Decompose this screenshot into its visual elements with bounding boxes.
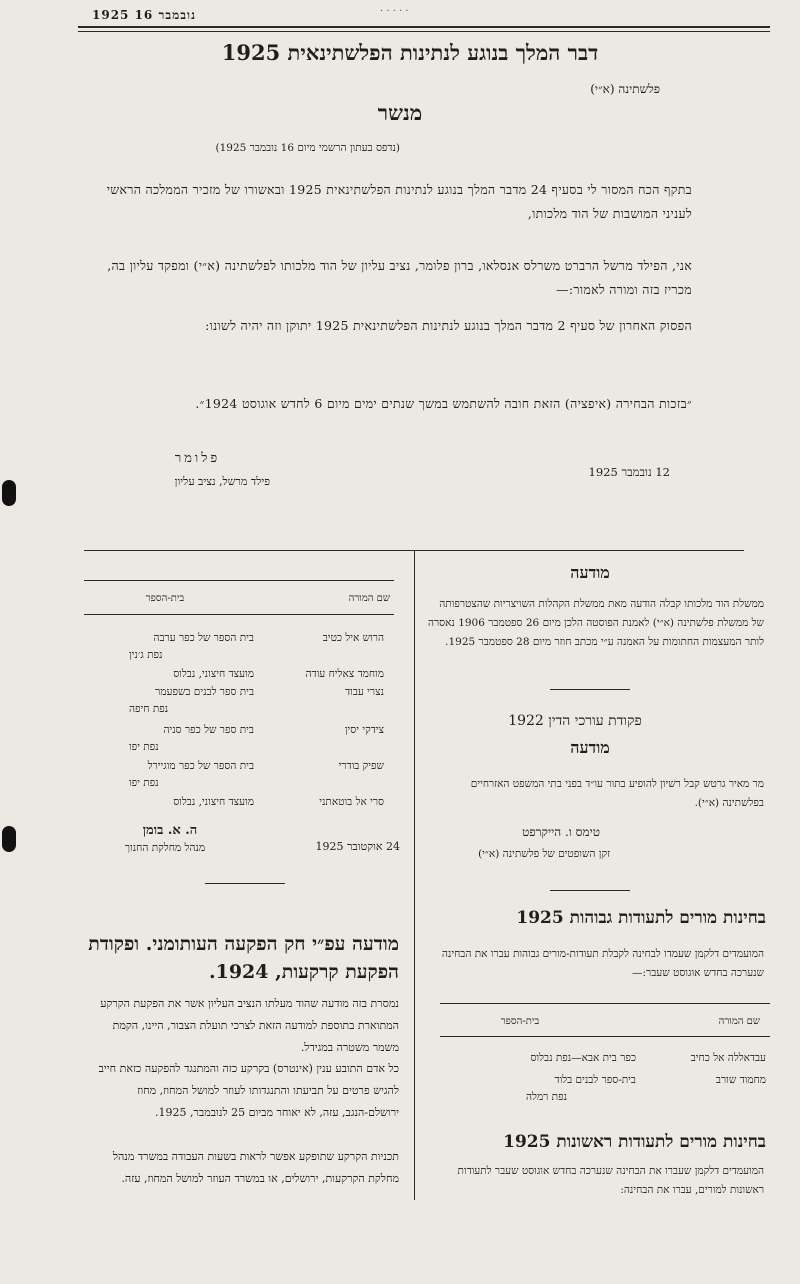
teacher-name: צידקי יסין xyxy=(344,724,384,736)
school-district: נפת יפו xyxy=(129,777,159,789)
advocates-title: פקודת עורכי הדין 1922 xyxy=(508,713,642,729)
expropriation-paragraph-1: נמסרת בזה מודעה שהוד מעלתו הנציב העליון אשר את הפקעת הקרקע המתוארת בתוספת למודעה הזאת לצרכי תועלת הצבור, היינו, הקמת משמר משטרה במגידל. xyxy=(100,997,399,1054)
higher-exams-title: בחינות מורים לתעודות גבוהות 1925 xyxy=(516,908,766,928)
short-divider xyxy=(205,883,285,884)
proclamation-paragraph-3: הפסוק האחרון של סעיף 2 מדבר המלך בנוגע לנתינות הפלשתינאית 1925 יתוקן וזה יהיה לשונו: xyxy=(205,318,692,333)
header-rule-top xyxy=(78,26,770,28)
school-name: בית הספר של כפר מוגיירל xyxy=(147,760,254,772)
table-date: 24 אוקטובר 1925 xyxy=(315,840,400,853)
col-school: בית-הספר xyxy=(500,1016,540,1027)
table-signer: ה. א. בומן xyxy=(142,823,198,838)
table-rule-head xyxy=(84,614,394,615)
table-signer-title: מנהל מחלקת החנוך xyxy=(124,842,206,854)
school-name: מועצד חיצוני, נבלוס xyxy=(173,668,254,680)
advocates-signer: טימס ו. הייקרפט xyxy=(522,825,600,839)
school-district: נפת רמלה xyxy=(526,1091,567,1103)
column-divider xyxy=(414,550,415,1200)
territory-label: פלשתינה (א״י) xyxy=(590,82,660,96)
teacher-name: מוחמד צאליח עודה xyxy=(305,668,384,680)
proclamation-title: דבר המלך בנוגע לנתינות הפלשתינאית 1925 xyxy=(221,40,599,65)
table-rule-head xyxy=(440,1036,770,1037)
table-rule-top xyxy=(84,580,394,581)
proclamation-paragraph-1: בתקף הכח המסור לי בסעיף 24 מדבר המלך בנוגע לנתינות הפלשתינאית 1925 ובאשורו של מזכיר הממלכה הראשי לעניני המושבות של הוד מלכותו, xyxy=(106,182,692,221)
punch-hole xyxy=(2,826,16,852)
expropriation-paragraph-2: כל אדם התובע ענין (אינטרס) בקרקע כזה והמתנגד להפקעה כזאת חייב להגיש פרטים על תביעתו והתנגדותו לעוזר למושל המחוז, מחוז ירושלם-הנגב, עזה, לא יאוחר מביום 25 לנובמבר, 1925. xyxy=(98,1062,399,1119)
school-name: כפר בית אבא—נפת נבלוס xyxy=(530,1052,636,1064)
proclamation-signer-title: פילד מרשל, נציב עליון xyxy=(174,475,270,488)
short-divider xyxy=(550,689,630,690)
header-rule-bottom xyxy=(78,31,770,32)
teacher-name: סרי אל בוטאתני xyxy=(319,796,384,808)
gazette-date-header: 1925 16 נובמבר xyxy=(92,8,196,22)
school-name: מועצד חיצוני, נבלוס xyxy=(173,796,254,808)
col-teacher-name: שם המורה xyxy=(348,593,390,604)
notice-text: ממשלת הוד מלכותו קבלה הודעה מאת ממשלת הקהלות השויצריות שהצטרפותה של ממשלת פלשתינה (א״י) לאמנת הפוסטה הלכן מיום 26 ספטמבר 1906 נאסרה לותר המעצמות החתומות על האמנה ע״י מכתב חוזר מיום 28 ספטמבר 1925. xyxy=(427,598,764,648)
first-exams-text: המועמדים דלקמן שעברו את הבחינה שנערכה בחדש אוגוסט שעבר לתעודות ראשונות למורים, עברו את הבחינה: xyxy=(457,1165,764,1196)
school-name: בית הספר של כפר ערבה xyxy=(153,632,254,644)
school-district: נפת יפו xyxy=(129,741,159,753)
short-divider xyxy=(550,890,630,891)
col-teacher-name: שם המורה xyxy=(718,1016,760,1027)
gazette-page-marker: · · · · · xyxy=(380,6,409,17)
teacher-name: עבדאללה אל כחיב xyxy=(690,1052,766,1064)
advocates-text: מר מאיר גרטש קבל רשיון להופיע בתור עו״ד בפני בתי המשפט האזרחיים בפלשתינה (א״י). xyxy=(470,778,764,809)
proclamation-heading: מנשר xyxy=(377,100,423,125)
col-school: בית-הספר xyxy=(145,593,185,604)
expropriation-paragraph-3: תכניות הקרקע שתופקע אפשר לראות בשעות העבודה במשרד מנהל מחלקת הקרקעות, ירושלים, או במשרד העוזר למושל המחוז, עזה. xyxy=(112,1150,399,1185)
proclamation-paragraph-4: ״בזכות הבחירה (איפציה) הזאת חובה להשתמש במשך שנתים ימים מיום 6 לחדש אוגוסט 1924״. xyxy=(195,396,692,411)
higher-exams-text: המועמדים דלקמן שעמדו לבחינה לקבלת תעודות-מורים גבוהות עברו את הבחינה שנערכה בחדש אוגוסט שעבר:— xyxy=(441,948,764,979)
advocates-signer-title: זקן השופטים של פלשתינה (א״י) xyxy=(478,848,610,860)
school-district: נפת ג׳נין xyxy=(129,649,163,661)
teacher-name: שפיק בודרי xyxy=(338,760,384,772)
proclamation-paragraph-2: אני, הפילד מרשל הרברט משרלס אנסלאו, ברון פלומר, נציב עליון של הוד מלכותו לפלשתינה (א״י) ומפקד עליון בה, מכריז בזה ומורה לאמור:— xyxy=(107,258,692,297)
first-exams-title: בחינות מורים לתעודות ראשונות 1925 xyxy=(503,1132,766,1152)
notice-heading: מודעה xyxy=(570,563,610,582)
school-district: נפת חיפה xyxy=(129,703,169,715)
school-name: בית ספר של כפר סניה xyxy=(163,724,254,736)
expropriation-title: מודעה עפ״י חק הפקעה העותומני. ופקודת הפקעת קרקעות, 1924. xyxy=(88,933,399,983)
school-name: בית-ספר לבנים בלוד xyxy=(554,1074,636,1086)
proclamation-signer: פלומר xyxy=(174,451,221,466)
teacher-name: הרוש איל כטיב xyxy=(322,632,384,644)
school-name: בית ספר לבנים בשפעמר xyxy=(155,686,254,698)
teacher-name: מחמוד שורב xyxy=(715,1074,766,1086)
advocates-heading: מודעה xyxy=(570,738,610,757)
table-rule-top xyxy=(440,1003,770,1004)
punch-hole xyxy=(2,480,16,506)
teacher-name: נצרי עבוד xyxy=(345,686,384,698)
printed-note: (נדפס בעתון הרשמי מיום 16 נובמבר 1925) xyxy=(215,142,400,154)
proclamation-date: 12 נובמבר 1925 xyxy=(588,465,670,479)
